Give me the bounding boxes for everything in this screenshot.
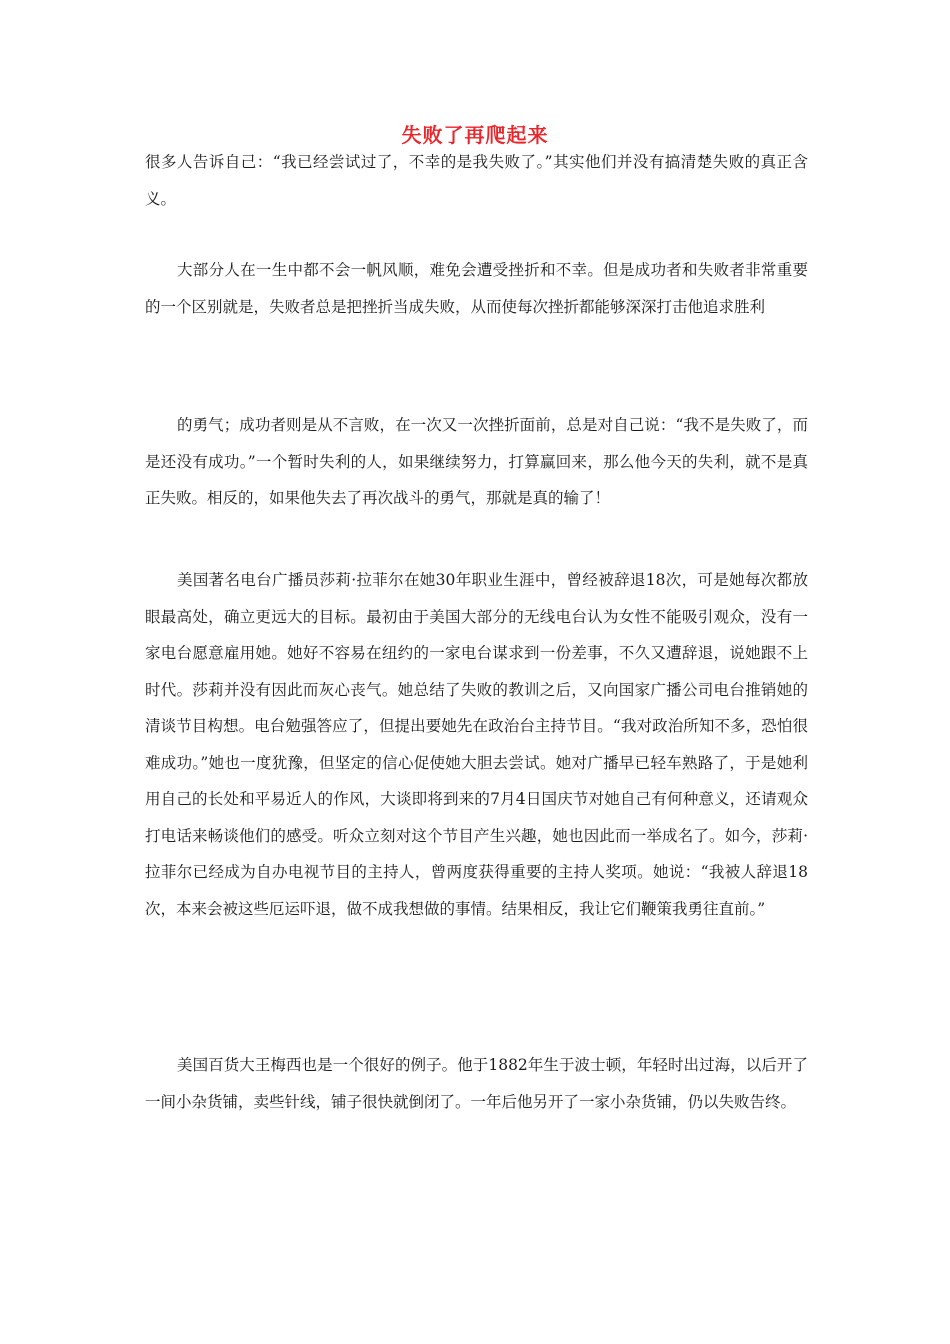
paragraph-1: 很多人告诉自己：“我已经尝试过了，不幸的是我失败了。”其实他们并没有搞清楚失败的真正含义。 xyxy=(145,153,808,208)
paragraph-4: 美国著名电台广播员莎莉·拉菲尔在她30年职业生涯中，曾经被辞退18次，可是她每次都放眼最高处，确立更远大的目标。最初由于美国大部分的无线电台认为女性不能吸引观众，没有一家电台愿意雇用她。她好不容易在纽约的一家电台谋求到一份差事，不久又遭辞退，说她跟不上时代。莎莉并没有因此而灰心丧气。她总结了失败的教训之后，又向国家广播公司电台推销她的清谈节目构想。电台勉强答应了，但提出要她先在政治台主持节目。“我对政治所知不多，恐怕很难成功。”她也一度犹豫，但坚定的信心促使她大胆去尝试。她对广播早已轻车熟路了，于是她利用自己的长处和平易近人的作风，大谈即将到来的7月4日国庆节对她自己有何种意义，还请观众打电话来畅谈他们的感受。听众立刻对这个节目产生兴趣，她也因此而一举成名了。如今，莎莉·拉菲尔已经成为自办电视节目的主持人，曾两度获得重要的主持人奖项。她说：“我被人辞退18次，本来会被这些厄运吓退，做不成我想做的事情。结果相反，我让它们鞭策我勇往直前。” xyxy=(145,571,808,918)
paragraph-3: 的勇气；成功者则是从不言败，在一次又一次挫折面前，总是对自己说：“我不是失败了，而是还没有成功。”一个暂时失利的人，如果继续努力，打算赢回来，那么他今天的失利，就不是真正失败。相反的，如果他失去了再次战斗的勇气，那就是真的输了！ xyxy=(145,416,808,507)
paragraph-2: 大部分人在一生中都不会一帆风顺，难免会遭受挫折和不幸。但是成功者和失败者非常重要的一个区别就是，失败者总是把挫折当成失败，从而使每次挫折都能够深深打击他追求胜利 xyxy=(145,261,808,316)
document-title: 失败了再爬起来 xyxy=(401,123,549,147)
paragraph-5: 美国百货大王梅西也是一个很好的例子。他于1882年生于波士顿，年轻时出过海，以后开了一间小杂货铺，卖些针线，铺子很快就倒闭了。一年后他另开了一家小杂货铺，仍以失败告终。 xyxy=(145,1056,808,1111)
